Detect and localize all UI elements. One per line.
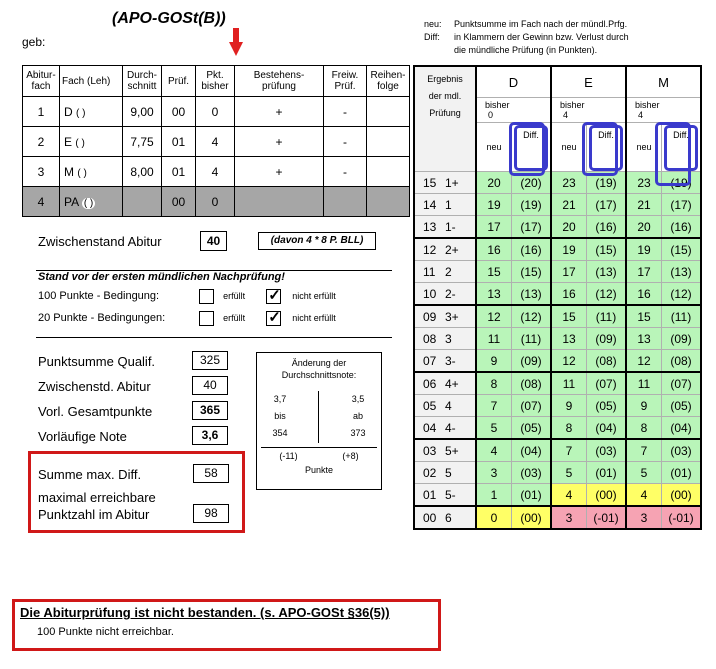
cell-best[interactable] [235,187,324,217]
grid-corner-line: Prüfung [429,108,461,118]
divider [36,337,392,338]
bisher-e: bisher 4 [551,98,626,123]
grid-cell-neu: 0 [476,506,512,529]
grid-cell-diff: (09) [512,350,552,373]
grid-row [414,261,701,283]
zwischenstand-value: 40 [200,231,227,251]
col-diff: Diff. [587,123,627,172]
aenderung-values [257,391,381,443]
grid-cell-diff: (04) [587,417,627,440]
stand-title: Stand vor der ersten mündlichen Nachprüfung! [38,271,285,283]
summary-value: 3,6 [192,426,228,445]
grid-cell-neu: 23 [626,172,662,194]
grid-cell-diff: (17) [587,194,627,216]
grid-cell-diff: (00) [587,484,627,507]
grid-cell-diff: (05) [512,417,552,440]
result-box [12,599,441,651]
grid-cell-neu: 11 [476,328,512,350]
cell-schnitt: 8,00 [123,157,162,187]
cell-freiw[interactable]: - [324,127,367,157]
grid-cell-diff: (03) [662,439,702,462]
header-freiw: Freiw. Prüf. [324,66,367,97]
grid-cell-neu: 21 [551,194,587,216]
grid-cell-diff: (12) [587,283,627,306]
grid-row-label: 01 5- [414,484,476,507]
grid-cell-neu: 9 [626,395,662,417]
cell-nr: 4 [23,187,60,217]
grid-cell-neu: 3 [476,462,512,484]
cell-reihe[interactable] [367,187,410,217]
cell-schnitt [123,187,162,217]
grid-cell-diff: (12) [662,283,702,306]
grid-cell-neu: 17 [551,261,587,283]
cell-freiw[interactable]: - [324,97,367,127]
table-row [23,127,410,157]
cell-pkt: 4 [196,157,235,187]
option-label: nicht erfüllt [292,291,336,302]
subject-header-m: M [626,66,701,98]
checkbox-100-nicht-erfuellt[interactable] [266,289,281,304]
grid-row [414,462,701,484]
aenderung-diff-right: (+8) [342,451,359,461]
page-title: (APO-GOSt(B)) [112,10,226,27]
grid-cell-diff: (15) [662,238,702,261]
grid-cell-diff: (17) [512,216,552,239]
checkbox-20-nicht-erfuellt[interactable] [266,311,281,326]
grid-cell-diff: (04) [512,439,552,462]
grid-row-label: 11 2 [414,261,476,283]
grid-cell-diff: (15) [587,238,627,261]
max-diff-label: Summe max. Diff. [38,467,142,482]
summary-value: 325 [192,351,228,370]
cell-fach: E ( ) [60,127,123,157]
zwischenstand-label: Zwischenstand Abitur [38,234,162,249]
grid-cell-neu: 13 [551,328,587,350]
grid-cell-neu: 23 [551,172,587,194]
grid-row [414,238,701,261]
cell-pruef[interactable]: 00 [162,187,196,217]
aenderung-diffs [257,450,381,462]
summary-label: Punktsumme Qualif. [38,354,156,369]
grid-cell-neu: 8 [551,417,587,440]
header-bestehenspruefung: Bestehens- prüfung [235,66,324,97]
grid-cell-diff: (11) [512,328,552,350]
header-abiturfach: Abitur- fach [23,66,60,97]
summary-value: 365 [192,401,228,420]
aenderung-title: Änderung der Durchschnittsnote: [281,358,357,380]
grid-row [414,372,701,395]
grid-cell-diff: (07) [587,372,627,395]
grid-cell-neu: 12 [551,350,587,373]
grid-cell-neu: 9 [476,350,512,373]
grid-cell-neu: 5 [626,462,662,484]
grid-cell-neu: 21 [626,194,662,216]
aenderung-value: ab [352,411,363,421]
grid-cell-neu: 11 [626,372,662,395]
grid-cell-neu: 3 [626,506,662,529]
header-pruef: Prüf. [162,66,196,97]
cell-best[interactable]: + [235,97,324,127]
grid-cell-diff: (16) [512,238,552,261]
cell-fach: M ( ) [60,157,123,187]
result-sub: 100 Punkte nicht erreichbar. [37,626,174,638]
result-grid [413,65,702,530]
result-title: Die Abiturprüfung ist nicht bestanden. (s. APO-GOSt §36(5)) [20,605,390,620]
grid-cell-diff: (03) [512,462,552,484]
option-label: nicht erfüllt [292,313,336,324]
stand-row-100: 100 Punkte - Bedingung: erfüllt ✓ nicht erfüllt [38,289,336,304]
grid-row-label: 08 3 [414,328,476,350]
grid-cell-diff: (08) [587,350,627,373]
grid-row [414,194,701,216]
max-points-label: Punktzahl im Abitur [38,507,150,522]
grid-cell-neu: 19 [551,238,587,261]
grid-cell-neu: 11 [551,372,587,395]
grid-cell-diff: (09) [587,328,627,350]
grid-cell-neu: 19 [626,238,662,261]
grid-row [414,439,701,462]
max-diff-value: 58 [193,464,229,483]
grid-row-label: 09 3+ [414,305,476,328]
grid-cell-neu: 20 [626,216,662,239]
aenderung-value: bis [274,411,286,421]
cell-freiw[interactable] [324,187,367,217]
table-row [23,187,410,217]
grid-header-subjects [414,66,701,98]
grid-corner-line: Ergebnis [427,74,463,84]
grid-cell-diff: (19) [587,172,627,194]
grid-cell-neu: 3 [551,506,587,529]
grid-cell-neu: 16 [551,283,587,306]
legend [424,18,629,57]
summary-label: Zwischenstd. Abitur [38,379,151,394]
cell-pkt: 0 [196,187,235,217]
geb-label: geb: [22,35,46,49]
grid-row [414,395,701,417]
grid-cell-diff: (-01) [587,506,627,529]
aenderung-unit: Punkte [304,465,334,475]
grid-cell-neu: 20 [476,172,512,194]
grid-row-label: 07 3- [414,350,476,373]
grid-row-label: 06 4+ [414,372,476,395]
grid-cell-neu: 15 [626,305,662,328]
cell-best[interactable]: + [235,157,324,187]
grid-row [414,172,701,194]
grid-row [414,283,701,306]
grid-cell-diff: (-01) [662,506,702,529]
grid-cell-neu: 4 [476,439,512,462]
cell-reihe[interactable] [367,127,410,157]
summary-label: Vorl. Gesamtpunkte [38,404,153,419]
subject-header-e: E [551,66,626,98]
grid-cell-diff: (15) [512,261,552,283]
aenderung-value: 3,7 [273,394,287,404]
grid-cell-neu: 12 [476,305,512,328]
grid-row-label: 10 2- [414,283,476,306]
legend-line: die mündliche Prüfung (in Punkten). [454,45,598,55]
grid-cell-diff: (08) [662,350,702,373]
cell-pkt: 4 [196,127,235,157]
grid-cell-diff: (05) [587,395,627,417]
grid-row [414,305,701,328]
option-label: erfüllt [223,291,246,302]
cell-pruef[interactable]: 01 [162,127,196,157]
grid-row-label: 03 5+ [414,439,476,462]
grid-cell-diff: (08) [512,372,552,395]
grid-row-label: 00 6 [414,506,476,529]
grid-row-label: 14 1 [414,194,476,216]
cell-best[interactable]: + [235,127,324,157]
cell-nr: 1 [23,97,60,127]
option-label: erfüllt [223,313,246,324]
grid-cell-neu: 20 [551,216,587,239]
grid-cell-diff: (17) [662,194,702,216]
aenderung-value: 354 [272,428,288,438]
grid-cell-neu: 13 [626,328,662,350]
grid-row [414,328,701,350]
grid-row-label: 15 1+ [414,172,476,194]
max-points-value: 98 [193,504,229,523]
grid-cell-neu: 5 [476,417,512,440]
cell-pruef[interactable]: 01 [162,157,196,187]
header-pkt-bisher: Pkt. bisher [196,66,235,97]
grid-cell-diff: (13) [587,261,627,283]
aenderung-value: 373 [350,428,366,438]
grid-cell-neu: 1 [476,484,512,507]
summary-value: 40 [192,376,228,395]
grid-row-label: 12 2+ [414,238,476,261]
grid-cell-diff: (19) [512,194,552,216]
grid-cell-diff: (11) [662,305,702,328]
aenderung-box [256,352,382,490]
arrow-down-icon [229,28,243,58]
header-fach: Fach (Leh) [60,66,123,97]
stand-row-20: 20 Punkte - Bedingungen: erfüllt ✓ nicht erfüllt [38,311,336,326]
grid-cell-neu: 13 [476,283,512,306]
bisher-m: bisher 4 [626,98,701,123]
cell-schnitt: 7,75 [123,127,162,157]
grid-cell-neu: 8 [476,372,512,395]
checkbox-20-erfuellt[interactable] [199,311,214,326]
grid-cell-neu: 9 [551,395,587,417]
cell-schnitt: 9,00 [123,97,162,127]
grid-row-label: 02 5 [414,462,476,484]
max-diff-box [28,451,245,533]
grid-cell-neu: 5 [551,462,587,484]
cell-reihe[interactable] [367,157,410,187]
subject-header-d: D [476,66,551,98]
legend-line: Diff: in Klammern der Gewinn bzw. Verlust durch [424,32,629,42]
grid-cell-diff: (11) [587,305,627,328]
header-reihenfolge: Reihen- folge [367,66,410,97]
col-neu: neu [551,123,587,172]
legend-line: neu: Punktsumme im Fach nach der mündl.Prfg. [424,19,628,29]
grid-cell-diff: (07) [512,395,552,417]
grid-cell-neu: 12 [626,350,662,373]
grid-cell-neu: 4 [626,484,662,507]
grid-corner-line: der mdl. [428,91,462,101]
grid-cell-diff: (00) [512,506,552,529]
col-diff: Diff. [662,123,702,172]
table-row [23,97,410,127]
grid-cell-neu: 7 [551,439,587,462]
cell-nr: 2 [23,127,60,157]
grid-cell-neu: 7 [476,395,512,417]
grid-cell-diff: (03) [587,439,627,462]
zwischenstand-note: (davon 4 * 8 P. BLL) [258,232,376,250]
grid-cell-diff: (19) [662,172,702,194]
col-neu: neu [626,123,662,172]
grid-cell-neu: 7 [626,439,662,462]
aenderung-diff-left: (-11) [279,451,298,461]
col-neu: neu [476,123,512,172]
grid-row [414,506,701,529]
bisher-d: bisher 0 [476,98,551,123]
grid-cell-diff: (04) [662,417,702,440]
grid-cell-neu: 17 [476,216,512,239]
grid-cell-diff: (13) [512,283,552,306]
grid-cell-neu: 19 [476,194,512,216]
grid-row [414,417,701,440]
grid-cell-neu: 8 [626,417,662,440]
col-diff: Diff. [512,123,552,172]
cell-nr: 3 [23,157,60,187]
grid-corner [414,66,476,172]
grid-cell-neu: 17 [626,261,662,283]
grid-cell-diff: (01) [662,462,702,484]
grid-cell-diff: (20) [512,172,552,194]
grid-cell-neu: 4 [551,484,587,507]
cell-reihe[interactable] [367,97,410,127]
grid-cell-diff: (12) [512,305,552,328]
grid-cell-neu: 15 [551,305,587,328]
table-row [23,157,410,187]
grid-row-label: 05 4 [414,395,476,417]
max-points-label: maximal erreichbare [38,490,156,505]
grid-cell-neu: 16 [476,238,512,261]
subject-table [22,65,410,217]
grid-row-label: 13 1- [414,216,476,239]
grid-cell-neu: 16 [626,283,662,306]
summary-label: Vorläufige Note [38,429,127,444]
grid-cell-diff: (00) [662,484,702,507]
cell-pruef[interactable]: 00 [162,97,196,127]
header-durchschnitt: Durch- schnitt [123,66,162,97]
grid-cell-diff: (09) [662,328,702,350]
grid-cell-diff: (05) [662,395,702,417]
grid-cell-diff: (07) [662,372,702,395]
grid-cell-diff: (13) [662,261,702,283]
grid-cell-diff: (01) [587,462,627,484]
table-header-row [23,66,410,97]
grid-row-label: 04 4- [414,417,476,440]
grid-row [414,216,701,239]
checkbox-100-erfuellt[interactable] [199,289,214,304]
grid-row [414,484,701,507]
cell-pkt: 0 [196,97,235,127]
cell-fach: PA ( ) [60,187,123,217]
grid-row [414,350,701,373]
grid-cell-neu: 15 [476,261,512,283]
cell-fach: D ( ) [60,97,123,127]
cell-freiw[interactable]: - [324,157,367,187]
grid-cell-diff: (16) [662,216,702,239]
grid-cell-diff: (16) [587,216,627,239]
aenderung-value: 3,5 [351,394,365,404]
grid-cell-diff: (01) [512,484,552,507]
